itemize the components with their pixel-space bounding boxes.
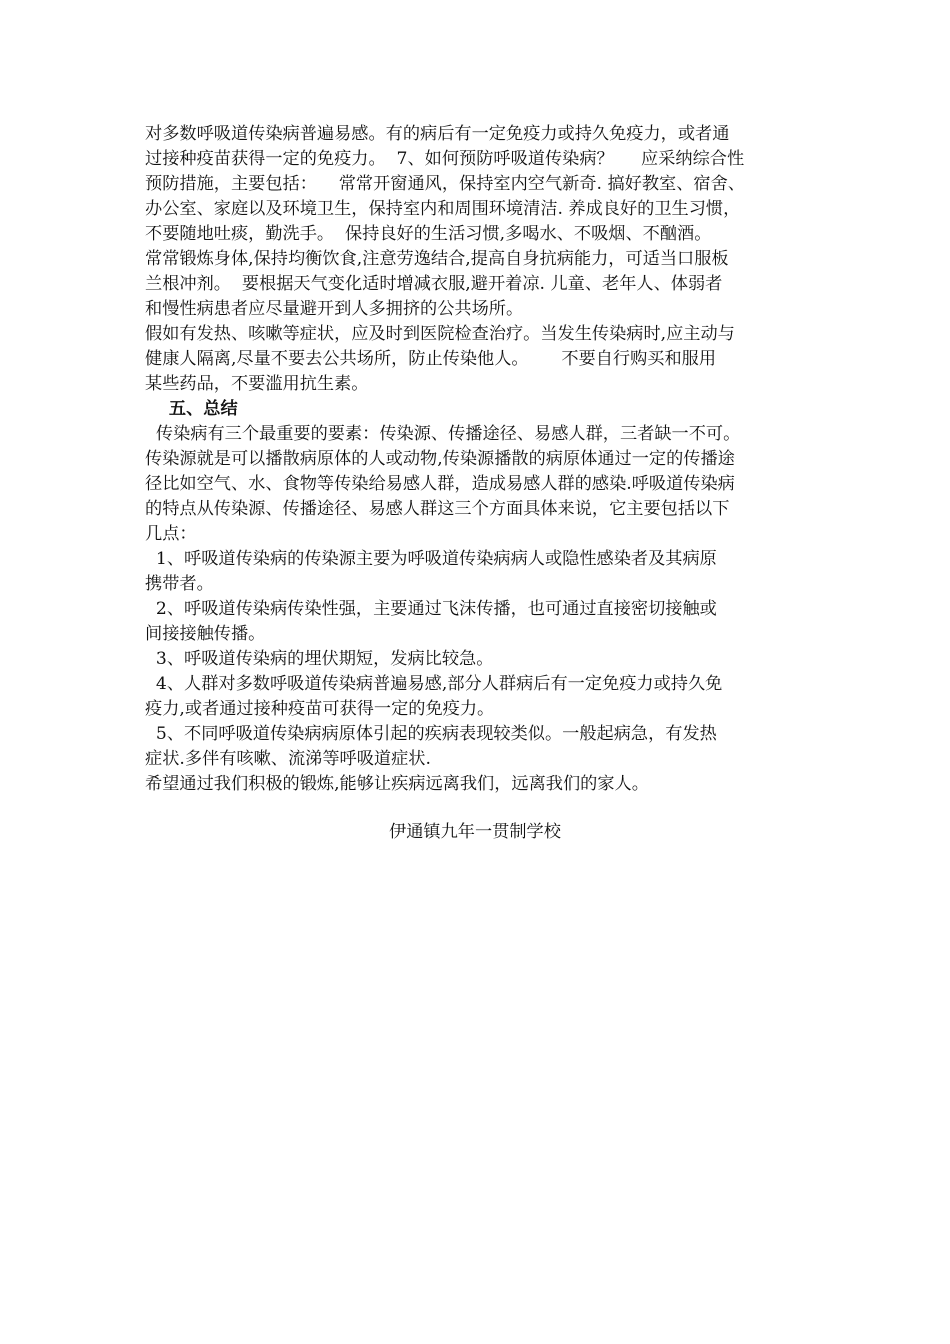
body-line: 携带者。 [145, 574, 214, 594]
body-line: 和慢性病患者应尽量避开到人多拥挤的公共场所。 [145, 299, 524, 319]
body-line: 症状.多伴有咳嗽、流涕等呼吸道症状. [145, 749, 431, 769]
body-line: 过接种疫苗获得一定的免疫力。 7、如何预防呼吸道传染病？ 应采纳综合性 [145, 149, 745, 169]
body-line: 某些药品，不要滥用抗生素。 [145, 374, 369, 394]
school-name-footer: 伊通镇九年一贯制学校 [389, 822, 561, 842]
document-body [145, 122, 810, 797]
body-line: 假如有发热、咳嗽等症状，应及时到医院检查治疗。当发生传染病时,应主动与 [145, 324, 735, 344]
list-item: 3、呼吸道传染病的埋伏期短，发病比较急。 [145, 649, 494, 669]
body-line: 预防措施，主要包括： 常常开窗通风，保持室内空气新奇. 搞好教室、宿舍、 [145, 174, 745, 194]
body-line: 疫力,或者通过接种疫苗可获得一定的免疫力。 [145, 699, 495, 719]
body-line: 间接接触传播。 [145, 624, 266, 644]
body-line: 的特点从传染源、传播途径、易感人群这三个方面具体来说，它主要包括以下 [145, 499, 730, 519]
body-line: 兰根冲剂。 要根据天气变化适时增减衣服,避开着凉. 儿童、老年人、体弱者 [145, 274, 723, 294]
body-line: 不要随地吐痰，勤洗手。 保持良好的生活习惯,多喝水、不吸烟、不酗酒。 [145, 224, 712, 244]
body-line: 径比如空气、水、食物等传染给易感人群，造成易感人群的感染.呼吸道传染病 [145, 474, 735, 494]
body-line: 希望通过我们积极的锻炼,能够让疾病远离我们，远离我们的家人。 [145, 774, 649, 794]
body-line: 几点： [145, 524, 197, 544]
body-line: 常常锻炼身体,保持均衡饮食,注意劳逸结合,提高自身抗病能力，可适当口服板 [145, 249, 729, 269]
body-line: 传染源就是可以播散病原体的人或动物,传染源播散的病原体通过一定的传播途 [145, 449, 735, 469]
section-heading: 五、总结 [145, 399, 238, 419]
body-line: 办公室、家庭以及环境卫生，保持室内和周围环境清洁. 养成良好的卫生习惯， [145, 199, 741, 219]
list-item: 4、人群对多数呼吸道传染病普遍易感,部分人群病后有一定免疫力或持久免 [145, 674, 723, 694]
list-item: 1、呼吸道传染病的传染源主要为呼吸道传染病病人或隐性感染者及其病原 [145, 549, 717, 569]
list-item: 5、不同呼吸道传染病病原体引起的疾病表现较类似。一般起病急，有发热 [145, 724, 717, 744]
list-item: 2、呼吸道传染病传染性强，主要通过飞沫传播，也可通过直接密切接触或 [145, 599, 717, 619]
body-line: 对多数呼吸道传染病普遍易感。有的病后有一定免疫力或持久免疫力，或者通 [145, 124, 730, 144]
body-line: 健康人隔离,尽量不要去公共场所，防止传染他人。 不要自行购买和服用 [145, 349, 717, 369]
body-line: 传染病有三个最重要的要素：传染源、传播途径、易感人群，三者缺一不可。 [145, 424, 741, 444]
